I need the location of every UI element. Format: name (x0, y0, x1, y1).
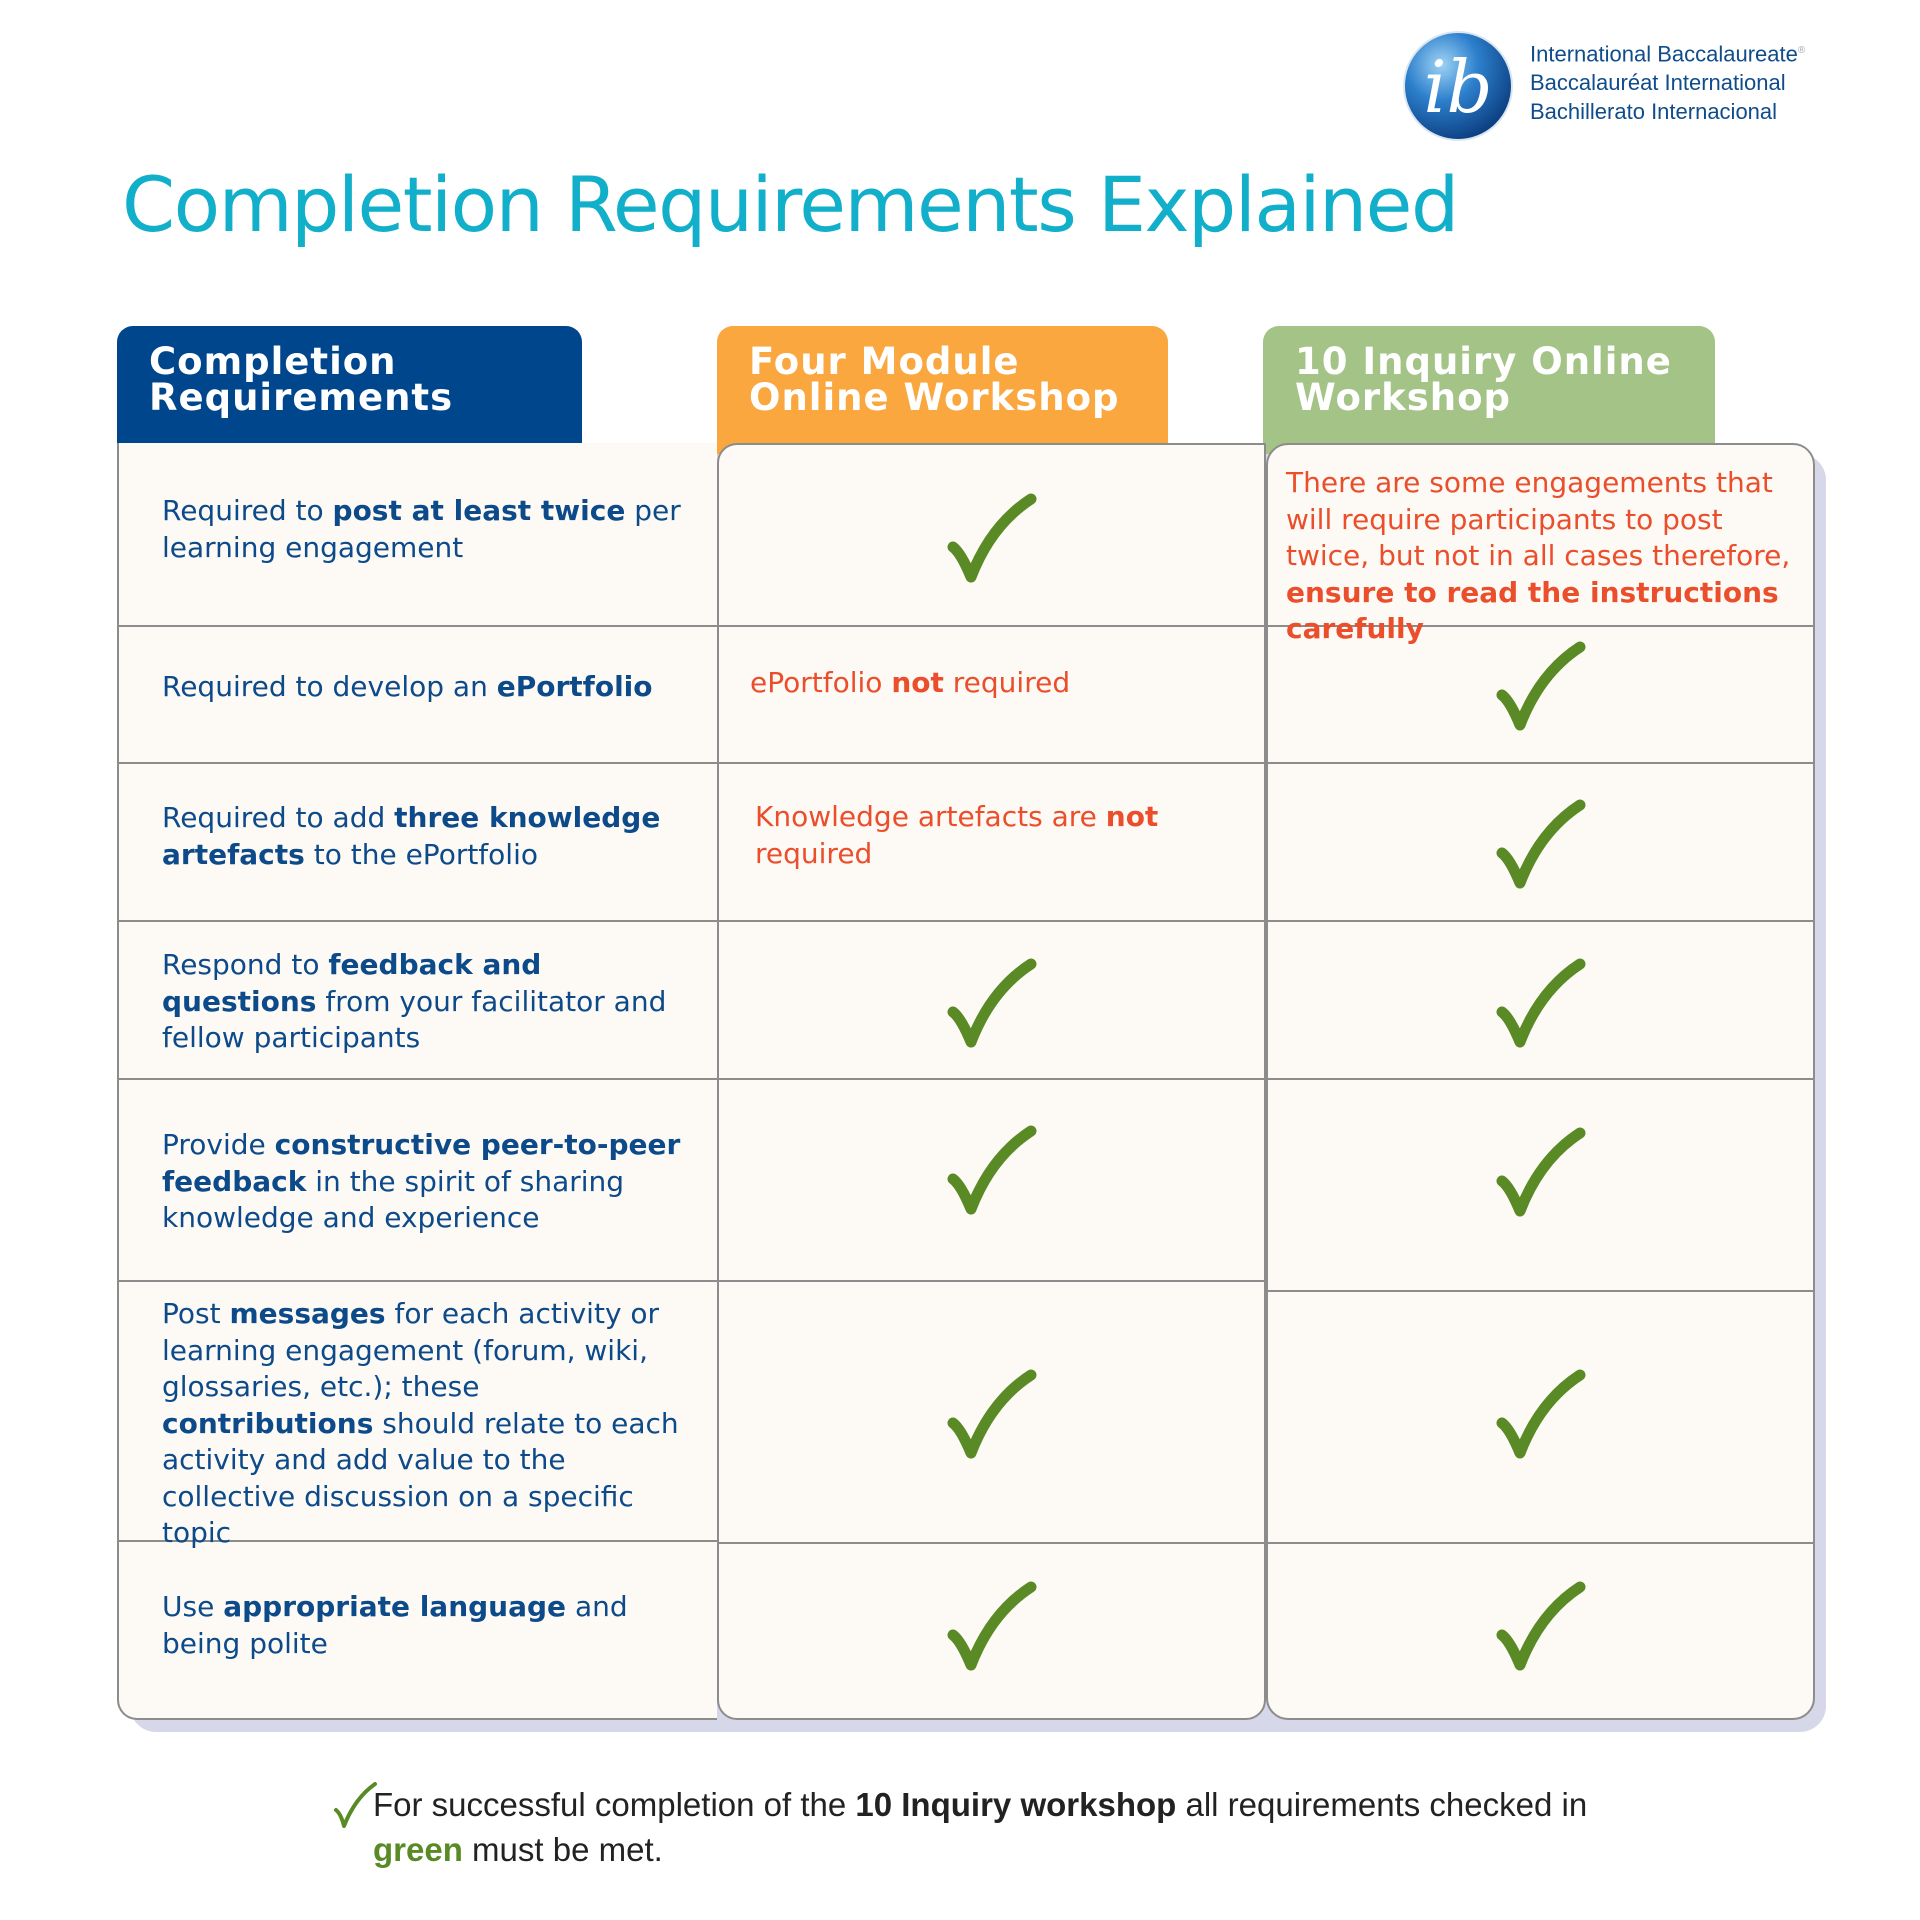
ten-inquiry-column (1266, 443, 1815, 1720)
row-divider (1268, 762, 1815, 764)
check-mark-icon (947, 495, 1037, 585)
ib-logo-letters: ib (1423, 45, 1493, 129)
check-mark-icon (947, 1371, 1037, 1461)
column-header-line: Completion (149, 340, 397, 383)
check-mark-icon (947, 960, 1037, 1050)
column-header-line: Workshop (1295, 376, 1512, 419)
column-header-completion-requirements (117, 326, 582, 454)
requirement-cell: Respond to feedback and questions from your facilitator and fellow participants (162, 948, 667, 1054)
requirement-cell: Required to develop an ePortfolio (162, 670, 653, 703)
check-mark-icon (947, 1583, 1037, 1673)
row-divider (719, 1078, 1266, 1080)
row-divider (719, 625, 1266, 627)
row-divider (119, 1078, 717, 1080)
requirement-cell: Provide constructive peer-to-peer feedback in the spirit of sharing knowledge and experience (162, 1128, 681, 1234)
row-divider (1268, 1078, 1815, 1080)
check-mark-icon (1496, 960, 1586, 1050)
logo-line-3: Bachillerato Internacional (1530, 99, 1778, 125)
column-header-line: Requirements (149, 376, 454, 419)
ib-logo (1402, 24, 1822, 144)
page-title: Completion Requirements Explained (122, 160, 1458, 249)
footer-text: For successful completion of the 10 Inquiry workshop all requirements checked in green must be met. (373, 1786, 1588, 1868)
requirement-cell: Use appropriate language and being polite (162, 1590, 628, 1660)
requirement-cell: Required to add three knowledge artefacts to the ePortfolio (162, 801, 661, 871)
requirement-cell: Post messages for each activity or learning engagement (forum, wiki, glossaries, etc.); these contributions should relate to each activity and add value to the collective discussion on a specific topic (162, 1297, 679, 1549)
column-header-line: Online Workshop (749, 376, 1120, 419)
requirements-column (117, 443, 717, 1720)
row-divider (719, 1280, 1266, 1282)
row-divider (119, 920, 717, 922)
row-divider (1268, 1542, 1815, 1544)
row-divider (1268, 920, 1815, 922)
row-divider (1268, 1290, 1815, 1292)
ib-globe-logo-icon (1402, 30, 1514, 142)
logo-line-2: Baccalauréat International (1530, 70, 1786, 96)
column-header-line: 10 Inquiry Online (1295, 340, 1672, 383)
requirement-cell: Required to post at least twice per learning engagement (162, 494, 681, 564)
check-mark-icon (1496, 1129, 1586, 1219)
column-header-four-module (717, 326, 1168, 454)
check-mark-icon (1496, 1583, 1586, 1673)
row-divider (719, 1542, 1266, 1544)
row-divider (719, 920, 1266, 922)
column-header-ten-inquiry (1263, 326, 1715, 454)
row-divider (119, 762, 717, 764)
row-divider (119, 1280, 717, 1282)
four-module-column (717, 443, 1266, 1720)
check-mark-icon (1496, 801, 1586, 891)
registered-mark: ® (1797, 45, 1806, 56)
check-mark-icon (1496, 1371, 1586, 1461)
four-module-note: Knowledge artefacts are not required (755, 800, 1159, 870)
column-header-line: Four Module (749, 340, 1020, 383)
ib-logo-wordmark (1530, 36, 1805, 126)
check-mark-icon (947, 1127, 1037, 1217)
row-divider (119, 625, 717, 627)
ten-inquiry-note: There are some engagements that will require participants to post twice, but not in all cases therefore, ensure to read the instructions carefully (1286, 466, 1791, 645)
check-mark-icon (1496, 643, 1586, 733)
check-mark-icon (333, 1782, 377, 1828)
logo-line-1: International Baccalaureate (1530, 41, 1798, 67)
four-module-note: ePortfolio not required (750, 666, 1071, 699)
row-divider (719, 762, 1266, 764)
